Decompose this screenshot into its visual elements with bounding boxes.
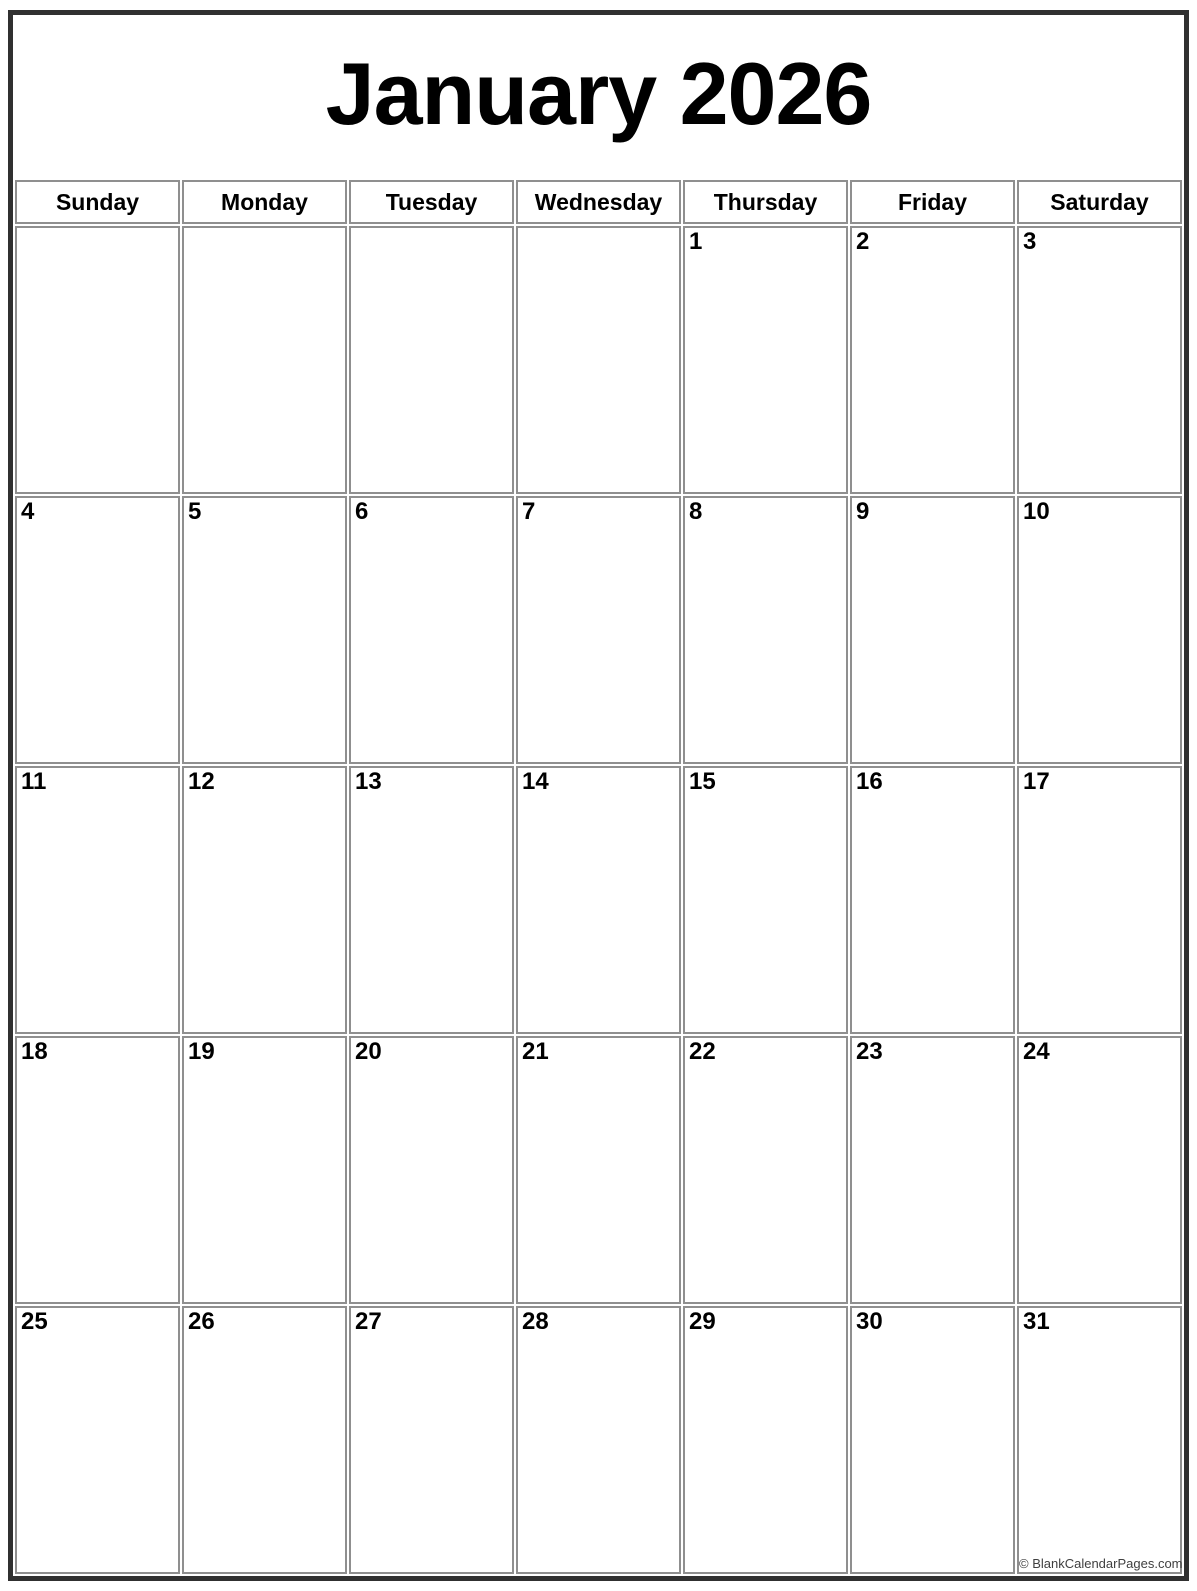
date-number: 1 <box>689 228 703 255</box>
weekday-header-tuesday: Tuesday <box>349 180 514 224</box>
day-cell <box>349 766 514 1034</box>
date-number: 31 <box>1023 1308 1050 1335</box>
day-cell <box>349 1036 514 1304</box>
date-number: 9 <box>856 498 870 525</box>
date-number: 21 <box>522 1038 549 1065</box>
day-cell <box>850 1036 1015 1304</box>
day-cell <box>683 226 848 494</box>
weekday-header-friday: Friday <box>850 180 1015 224</box>
weekday-header-saturday: Saturday <box>1017 180 1182 224</box>
day-cell <box>850 226 1015 494</box>
day-cell <box>15 1306 180 1574</box>
date-number: 3 <box>1023 228 1037 255</box>
calendar-grid <box>13 178 1184 1576</box>
date-number: 25 <box>21 1308 48 1335</box>
date-number: 13 <box>355 768 382 795</box>
calendar-page <box>8 10 1189 1581</box>
date-number: 27 <box>355 1308 382 1335</box>
day-cell <box>683 766 848 1034</box>
date-number: 28 <box>522 1308 549 1335</box>
day-cell <box>349 1306 514 1574</box>
date-number: 8 <box>689 498 703 525</box>
weekday-header-wednesday: Wednesday <box>516 180 681 224</box>
date-number: 4 <box>21 498 35 525</box>
date-number: 30 <box>856 1308 883 1335</box>
date-number: 17 <box>1023 768 1050 795</box>
day-cell <box>1017 226 1182 494</box>
day-cell <box>15 1036 180 1304</box>
day-cell <box>15 496 180 764</box>
day-cell <box>182 1036 347 1304</box>
day-cell <box>683 1036 848 1304</box>
day-cell <box>850 1306 1015 1574</box>
date-number: 22 <box>689 1038 716 1065</box>
day-cell <box>1017 1036 1182 1304</box>
day-cell <box>349 496 514 764</box>
date-number: 14 <box>522 768 549 795</box>
day-cell <box>516 766 681 1034</box>
calendar-title-area <box>13 15 1184 178</box>
weekday-header-sunday: Sunday <box>15 180 180 224</box>
day-cell <box>516 1306 681 1574</box>
date-number: 6 <box>355 498 369 525</box>
day-cell <box>1017 496 1182 764</box>
date-number: 18 <box>21 1038 48 1065</box>
weekday-header-monday: Monday <box>182 180 347 224</box>
date-number: 10 <box>1023 498 1050 525</box>
watermark-credit: © BlankCalendarPages.com <box>1019 1556 1183 1571</box>
date-number: 7 <box>522 498 536 525</box>
date-number: 12 <box>188 768 215 795</box>
day-cell <box>182 496 347 764</box>
date-number: 20 <box>355 1038 382 1065</box>
date-number: 19 <box>188 1038 215 1065</box>
day-cell <box>15 766 180 1034</box>
day-cell <box>15 226 180 494</box>
day-cell <box>349 226 514 494</box>
date-number: 26 <box>188 1308 215 1335</box>
date-number: 11 <box>21 768 47 795</box>
day-cell <box>683 1306 848 1574</box>
day-cell <box>1017 766 1182 1034</box>
date-number: 24 <box>1023 1038 1050 1065</box>
date-number: 5 <box>188 498 202 525</box>
date-number: 16 <box>856 768 883 795</box>
day-cell <box>516 226 681 494</box>
date-number: 29 <box>689 1308 716 1335</box>
day-cell <box>182 226 347 494</box>
month-title: January 2026 <box>325 43 872 143</box>
day-cell <box>516 1036 681 1304</box>
weekday-header-thursday: Thursday <box>683 180 848 224</box>
day-cell <box>182 766 347 1034</box>
day-cell <box>182 1306 347 1574</box>
date-number: 2 <box>856 228 870 255</box>
day-cell <box>683 496 848 764</box>
day-cell <box>1017 1306 1182 1574</box>
date-number: 23 <box>856 1038 883 1065</box>
day-cell <box>516 496 681 764</box>
day-cell <box>850 766 1015 1034</box>
day-cell <box>850 496 1015 764</box>
date-number: 15 <box>689 768 716 795</box>
